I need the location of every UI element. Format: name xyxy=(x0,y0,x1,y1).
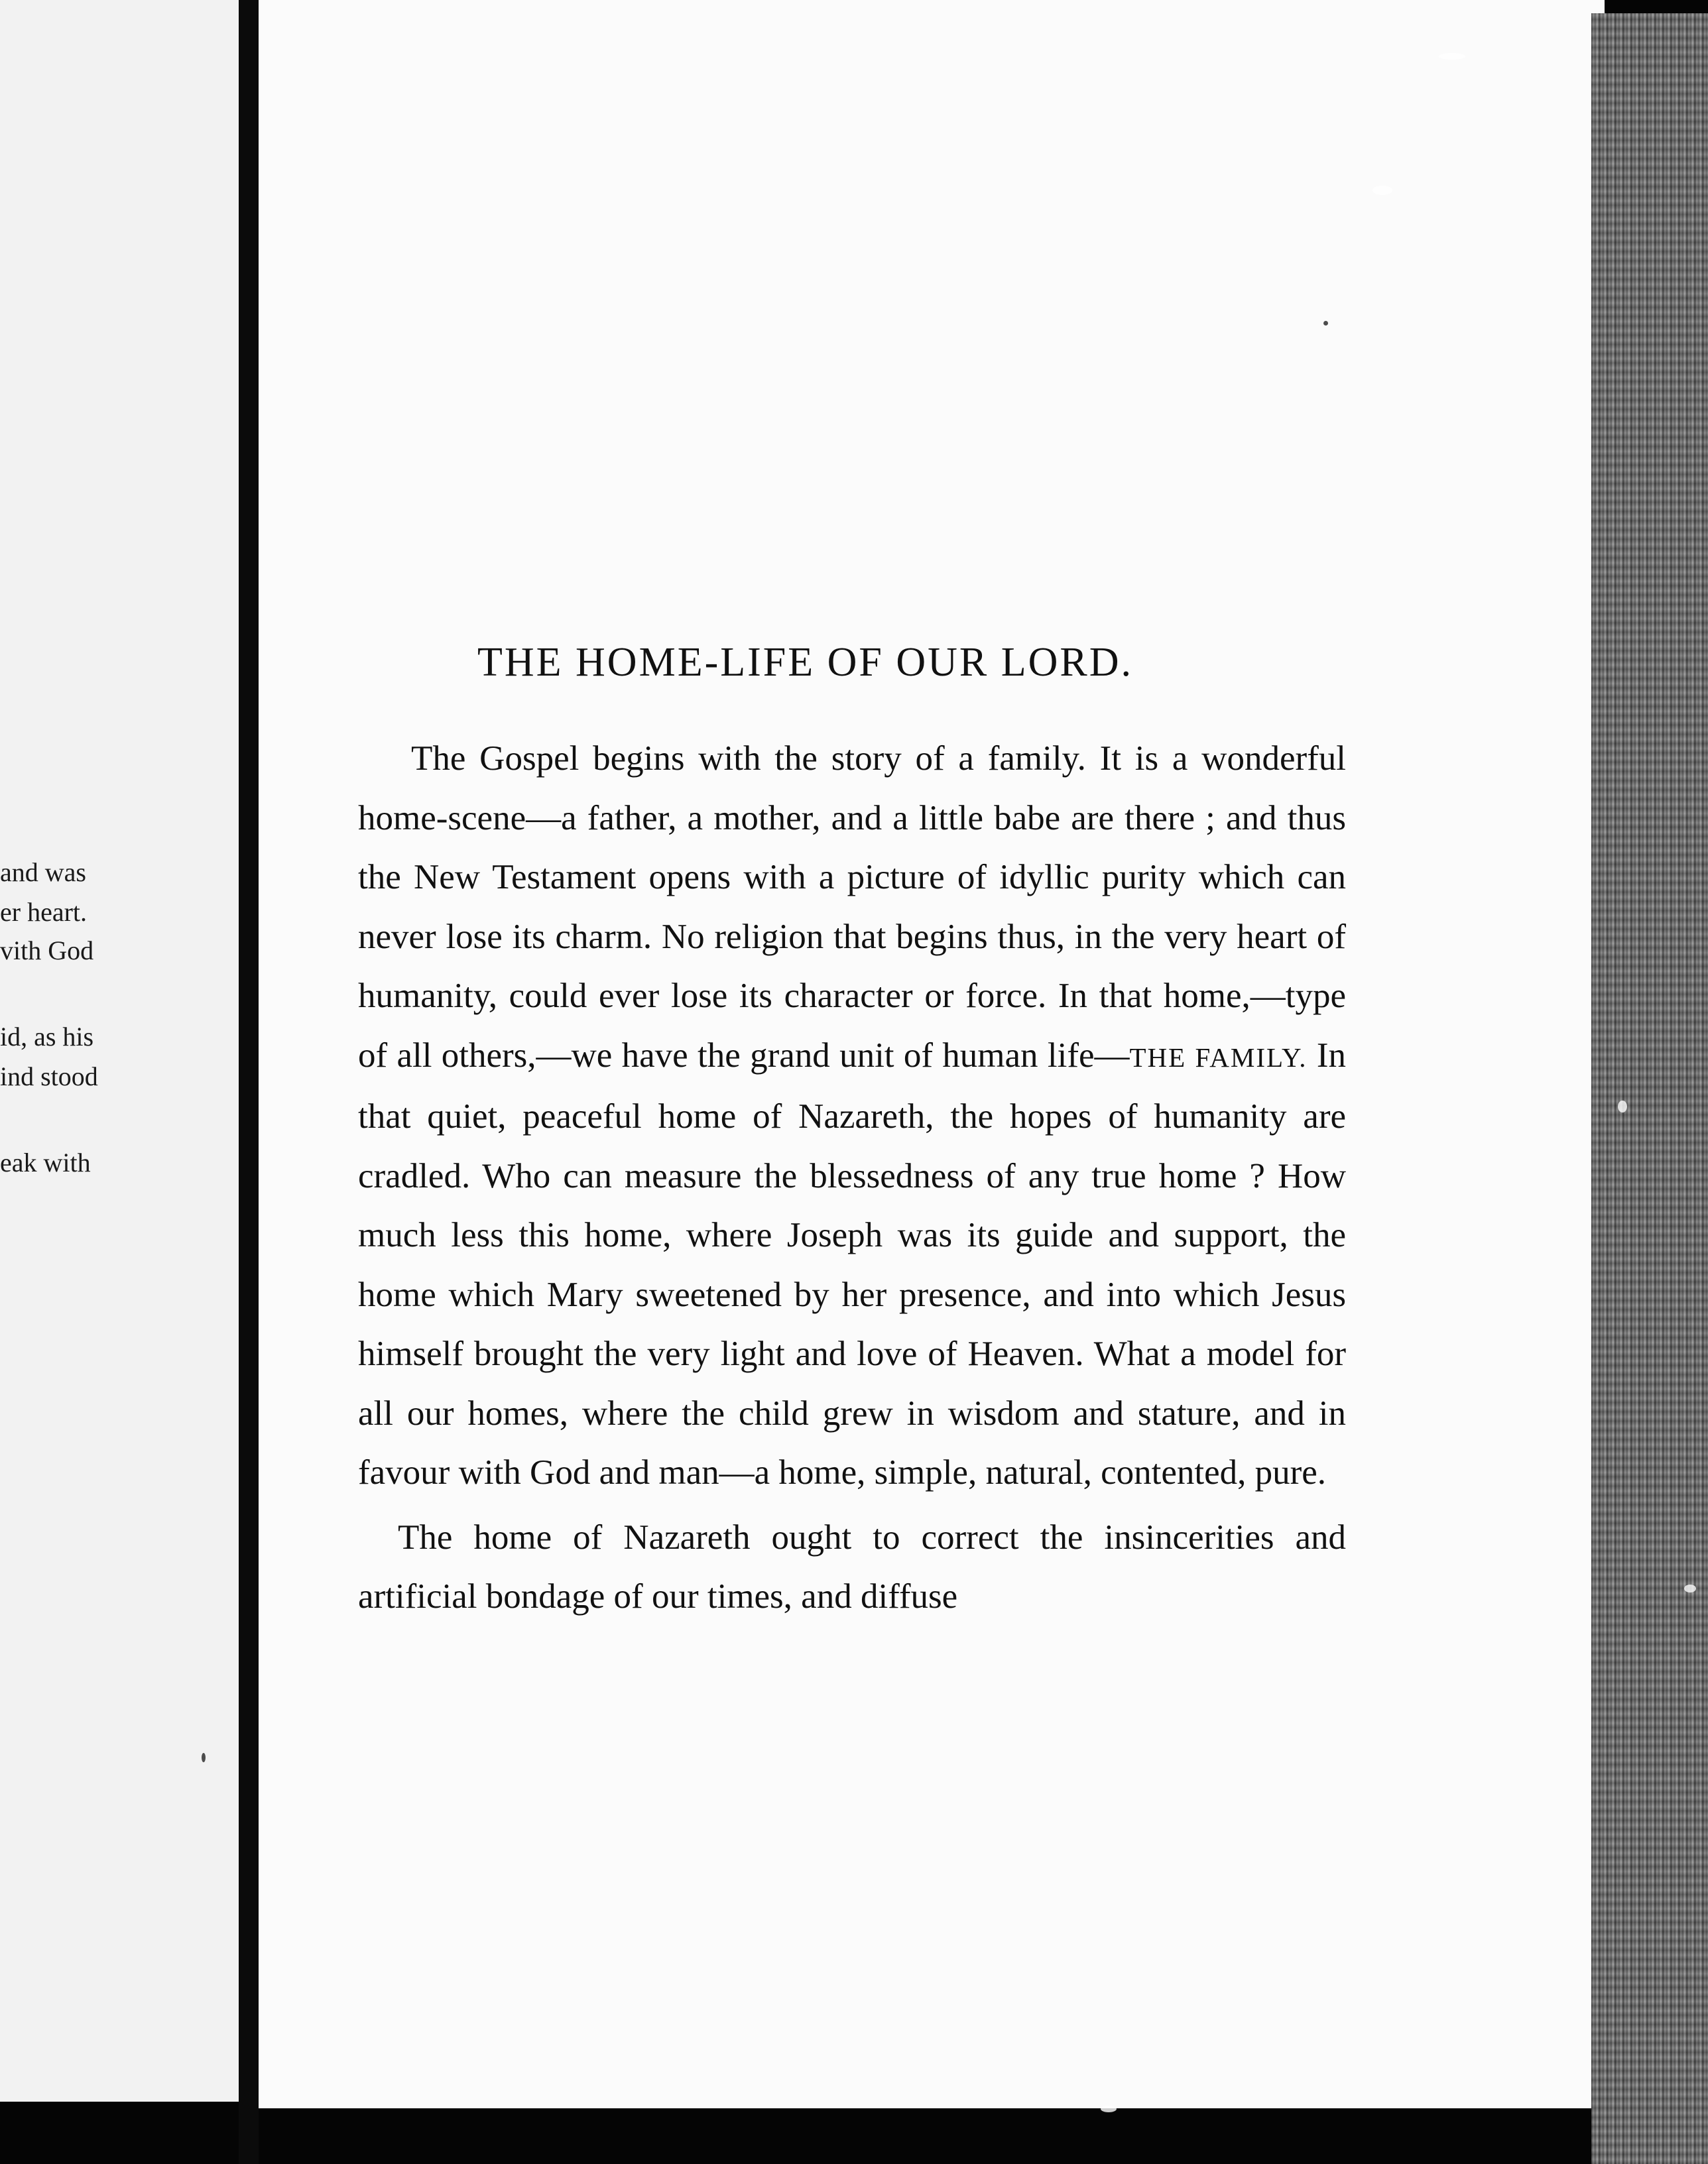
scan-speck xyxy=(1439,53,1465,60)
scan-speck xyxy=(1101,2106,1117,2112)
book-gutter xyxy=(239,0,259,2164)
scan-speck xyxy=(1372,186,1392,195)
scan-speck xyxy=(1618,1101,1627,1112)
paragraph-2: The home of Nazareth ought to correct the insincerities and artificial bondage of our times, and diffuse xyxy=(358,1518,1346,1616)
left-page-line: id, as his xyxy=(0,1022,94,1052)
scan-speck xyxy=(1684,1585,1696,1593)
scan-speck xyxy=(1323,321,1328,326)
chapter-title: THE HOME-LIFE OF OUR LORD. xyxy=(477,640,1134,685)
left-page-line: ind stood xyxy=(0,1061,98,1091)
scan-speck xyxy=(202,1753,206,1762)
left-page-line: er heart. xyxy=(0,897,88,927)
paragraph-1-text-continued: In that quiet, peaceful home of Nazareth, the hopes of humanity are cradled. Who can measure the blessedness of any true home ? How much less this home, where Joseph was its guide and support, the home which Mary sweetened by her presence, and into which Jesus himself brought the very light and love of Heaven. What a model for all our homes, where the child grew in wisdom and stature, and in favour with God and man—a home, simple, natural, contented, pure. xyxy=(358,1036,1346,1492)
small-caps-phrase: THE FAMILY. xyxy=(1129,1042,1308,1073)
left-page-line: vith God xyxy=(0,935,94,965)
paragraph-1 xyxy=(358,729,1346,1503)
left-page xyxy=(0,0,239,2102)
paragraph-1-text: The Gospel begins with the story of a family. It is a wonderful home-scene—a father, a mother, and a little babe are there ; and thus the New Testament opens with a picture of idyllic purity which can never lose its charm. No religion that begins thus, in the very heart of humanity, could ever lose its character or force. In that home,—type of all others,—we have the grand unit of human life— xyxy=(358,739,1346,1075)
body-text xyxy=(358,729,1346,1627)
page-edge xyxy=(1591,13,1708,2164)
left-page-line: and was xyxy=(0,857,86,887)
left-page-line: eak with xyxy=(0,1148,91,1177)
